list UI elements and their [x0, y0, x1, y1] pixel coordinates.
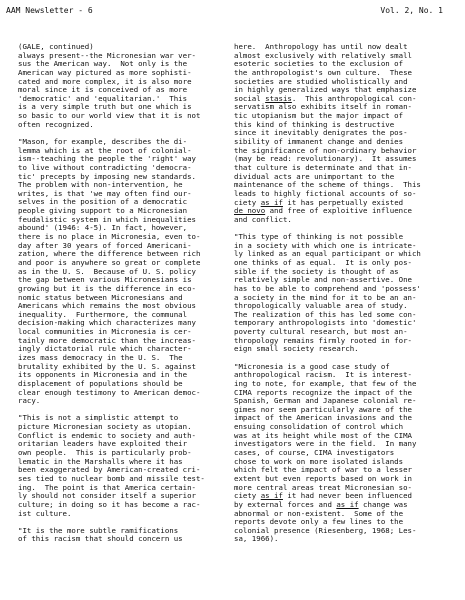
text-line: day after 30 years of forced Americani-	[18, 240, 192, 250]
text-line: often recognized.	[18, 119, 94, 129]
text-line: anthropological racism. It is interest-	[234, 370, 412, 380]
text-line: abound' (1946: 4-5). In fact, however,	[18, 223, 188, 233]
text-line: one thinks of as equal. It is only pos-	[234, 257, 412, 267]
text-line: "This type of thinking is not possible	[234, 232, 404, 242]
text-line: "It is the more subtle ramifications	[18, 525, 179, 535]
underlined-phrase: de novo	[234, 206, 266, 216]
paragraph	[18, 43, 230, 129]
text-line: displacement of populations should be	[18, 378, 183, 388]
text-line: almost exclusively with relatively small	[234, 50, 412, 60]
text-line: decision-making which characterizes many	[18, 318, 196, 328]
text-line: of this racism that should concern us	[18, 534, 183, 544]
text-line: selves in the position of a democratic	[18, 197, 188, 207]
text-line: own people. This is particularly prob-	[18, 448, 192, 458]
text-line: dividual acts are unimportant to the	[234, 171, 395, 181]
text-line: writes, is that 'we may often find our-	[18, 188, 192, 198]
text-line: ly linked as an equal participant or which	[234, 249, 421, 259]
text-line: The realization of this has led some con-	[234, 309, 417, 319]
text-line: societies are studied wholistically and	[234, 76, 408, 86]
text-line: been exaggerated by American-created cri-	[18, 465, 201, 475]
text-line: has to be able to comprehend and 'possess'	[234, 283, 421, 293]
text-line: ingly dictatorial rule which character-	[18, 344, 192, 354]
text-line: zation, where the difference between rich	[18, 249, 201, 259]
paragraph	[234, 363, 452, 544]
text-line: tic' precepts by imposing new standards.	[18, 171, 196, 181]
text-line: lematic in the Marshalls where it has	[18, 456, 183, 466]
left-column	[18, 43, 230, 553]
paragraph	[18, 414, 230, 518]
text-line: this kind of thinking is destructive	[234, 119, 395, 129]
text-line: ist culture.	[18, 508, 72, 518]
text-line: tic utopianism but the major impact of	[234, 111, 404, 121]
text-line: ciety as if it has perpetually existed	[234, 197, 404, 207]
text-line: since it inevitably denigrates the pos-	[234, 128, 408, 138]
text-line: investigators were in the field. In many	[234, 439, 417, 449]
text-line: sus the American way. Not only is the	[18, 59, 188, 69]
text-line: thropologically valuable area of study.	[234, 301, 408, 311]
text-line: nomic status between Micronesians and	[18, 292, 183, 302]
text-line: ism--teaching the people the 'right' way	[18, 154, 196, 164]
text-line: CIMA reports recognize the impact of the	[234, 387, 412, 397]
volume-number: Vol. 2, No. 1	[380, 6, 443, 15]
text-line: (may be read: revolutionary). It assumes	[234, 154, 417, 164]
text-line: more central areas treat Micronesian so-	[234, 482, 412, 492]
text-line: de novo and free of exploitive influence	[234, 206, 412, 216]
text-line: in highly generalized ways that emphasize	[234, 85, 417, 95]
text-line: gimes nor seem particularly aware of the	[234, 404, 412, 414]
text-line: clear enough testimony to American democ-	[18, 387, 201, 397]
text-line: and poor is anywhere so great or complete	[18, 257, 201, 267]
text-line: "This is not a simplistic attempt to	[18, 413, 179, 423]
text-line: tainly more democratic than the increas-	[18, 335, 196, 345]
text-line: "Micronesia is a good case study of	[234, 361, 390, 371]
text-line: ing to note, for example, that few of the	[234, 378, 417, 388]
paragraph	[18, 527, 230, 544]
text-line: abnormal or non-existent. Some of the	[234, 508, 404, 518]
text-line: lemma which is at the root of colonial-	[18, 145, 192, 155]
text-line: so basic to our world view that it is not	[18, 111, 201, 121]
underlined-phrase: as if	[260, 491, 283, 501]
text-line: eign small society research.	[234, 344, 359, 354]
text-line: The problem with non-intervention, he	[18, 180, 183, 190]
newsletter-title: AAM Newsletter - 6	[6, 6, 93, 15]
text-line: the gap between various Micronesians is	[18, 275, 192, 285]
text-line: local communities in Micronesia is cer-	[18, 327, 192, 337]
text-line: temporary anthropologists into 'domestic'	[234, 318, 417, 328]
text-line: the significance of non-ordinary behavior	[234, 145, 417, 155]
text-line: ensuing consolidation of control which	[234, 422, 404, 432]
text-line: a society in the mind for it to be an an-	[234, 292, 417, 302]
text-line: chose to work on more isolated islands	[234, 456, 404, 466]
paragraph	[234, 43, 452, 224]
text-line: was at its height while most of the CIMA	[234, 430, 412, 440]
text-line: social stasis. This anthropological con-	[234, 93, 417, 103]
text-line: growing but it is the difference in eco-	[18, 283, 196, 293]
text-line: "Mason, for example, describes the di-	[18, 137, 188, 146]
text-line: sibility of immanent change and denies	[234, 137, 404, 147]
text-line: inequality. Furthermore, the communal	[18, 309, 188, 319]
text-line: that culture is determinate and that in-	[234, 162, 412, 172]
text-line: there is no place in Micronesia, even to-	[18, 232, 201, 242]
text-line: ciety as if it had never been influenced	[234, 491, 412, 501]
text-line: culture; in doing so it has become a rac-	[18, 499, 201, 509]
text-line: extent but even reports based on work in	[234, 473, 412, 483]
text-line: always present--the Micronesian war ver-	[18, 50, 196, 60]
text-line: brutality exhibited by the U. S. against	[18, 361, 196, 371]
text-line: as in the U. S. Because of U. S. policy	[18, 266, 196, 276]
page-header	[6, 5, 443, 17]
text-line: izes mass democracy in the U. S. The	[18, 353, 183, 363]
text-line: which felt the impact of war to a lesser	[234, 465, 412, 475]
text-line: by external forces and as if change was	[234, 499, 408, 509]
text-line: the anthropologist's own culture. These	[234, 67, 412, 77]
text-line: ly should not consider itself a superior	[18, 491, 196, 501]
text-line: ing. The point is that America certain-	[18, 482, 196, 492]
paragraph	[234, 233, 452, 354]
text-line: colonial presence (Riesenberg, 1968; Les-	[234, 525, 417, 535]
text-line: its opponents in Micronesia and in the	[18, 370, 188, 380]
text-line: relatively simple and non-assertive. One	[234, 275, 412, 285]
text-line: in a society with which one is intricate-	[234, 240, 417, 250]
underlined-phrase: as if	[336, 499, 359, 509]
text-line: sible if the society is thought of as	[234, 266, 399, 276]
paragraph	[18, 138, 230, 406]
text-line: American way pictured as more sophisti-	[18, 67, 192, 77]
text-line: thropology remains firmly rooted in for-	[234, 335, 412, 345]
text-line: and conflict.	[234, 214, 292, 224]
text-line: people giving support to a Micronesian	[18, 206, 188, 216]
text-line: reports devote only a few lines to the	[234, 517, 404, 527]
text-line: esoteric societies to the exclusion of	[234, 59, 404, 69]
underlined-phrase: stasis	[265, 93, 292, 103]
text-line: picture Micronesian society as utopian.	[18, 422, 192, 432]
text-line: racy.	[18, 396, 41, 406]
text-line: poverty cultural research, but most an-	[234, 327, 408, 337]
text-line: leads to highly fictional accounts of so-	[234, 188, 417, 198]
text-line: ses tied to nuclear bomb and missile test-	[18, 473, 205, 483]
text-line: Spanish, German and Japanese colonial re-	[234, 396, 417, 406]
text-line: Conflict is endemic to society and auth-	[18, 430, 196, 440]
text-line: (GALE, continued)	[18, 43, 94, 51]
right-column	[234, 43, 452, 553]
text-line: feudalistic system in which inequalities	[18, 214, 196, 224]
text-line: oritarian leaders have exploited their	[18, 439, 188, 449]
underlined-phrase: as if	[260, 197, 283, 207]
text-line: here. Anthropology has until now dealt	[234, 43, 408, 51]
text-line: servatism also exhibits itself in roman-	[234, 102, 412, 112]
text-line: is a very simple truth but one which is	[18, 102, 192, 112]
text-line: cases, of course, CIMA investigators	[234, 448, 395, 458]
text-line: cated and more complex, it is also more	[18, 76, 192, 86]
text-line: moral since it is conceived of as more	[18, 85, 188, 95]
text-line: to live without contradicting 'democra-	[18, 162, 192, 172]
text-line: 'democratic' and 'equalitarian.' This	[18, 93, 188, 103]
text-line: sa, 1966).	[234, 534, 279, 544]
text-line: maintenance of the scheme of things. This	[234, 180, 421, 190]
text-line: impact of the American invasions and the	[234, 413, 412, 423]
text-line: Americans which remains the most obvious	[18, 301, 196, 311]
